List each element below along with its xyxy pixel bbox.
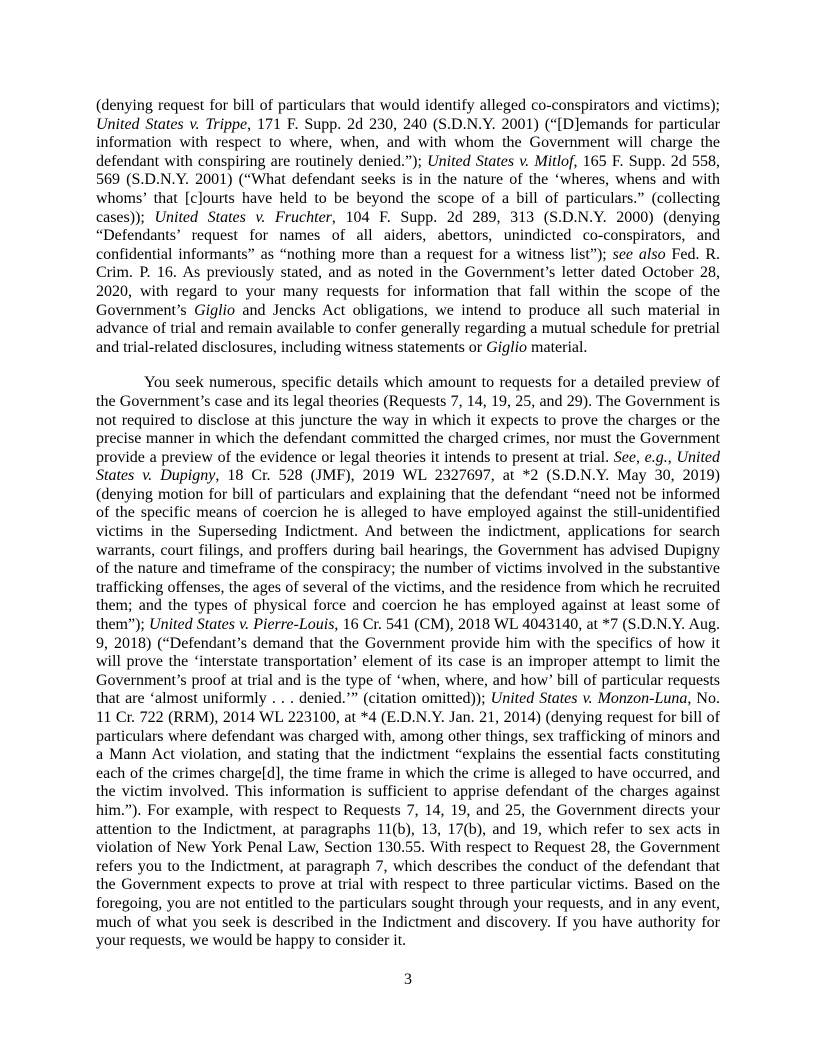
- italic-text-run: see also: [612, 245, 666, 263]
- text-run: ,: [667, 448, 677, 466]
- italic-text-run: United States v. Dupigny: [96, 448, 721, 485]
- page-number: 3: [404, 971, 412, 988]
- italic-text-run: United States v. Fruchter: [154, 208, 332, 226]
- page-footer: [0, 971, 816, 990]
- paragraph: [96, 97, 720, 357]
- text-run: , 104 F. Supp. 2d 289, 313 (S.D.N.Y. 2000) (denying “Defendants’ request for names of all aiders, abettors, unindicted co-conspirators, and confidential informants” as “nothing more than a request for a witness list”);: [96, 208, 721, 263]
- italic-text-run: United States v. Trippe: [96, 115, 248, 133]
- text-run: (denying request for bill of particulars that would identify alleged co-conspirators and victims);: [96, 97, 720, 114]
- italic-text-run: United States v. Mitlof: [427, 152, 574, 170]
- letter-body: [96, 97, 720, 968]
- italic-text-run: United States v. Pierre-Louis: [149, 616, 335, 634]
- text-run: material.: [527, 338, 588, 356]
- text-run: , 16 Cr. 541 (CM), 2018 WL 4043140, at *7 (S.D.N.Y. Aug. 9, 2018) (“Defendant’s demand that the Government provide him with the specifics of how it will prove the ‘interstate transportation’ element of its case is an improper attempt to limit the Government’s proof at trial and is the type of ‘when, where, and how’ bill of particular requests that are ‘almost uniformly . . . denied.’” (citation omitted));: [96, 616, 721, 708]
- text-run: Fed. R. Crim. P. 16. As previously stated, and as noted in the Government’s letter dated October 28, 2020, with regard to your many requests for information that fall within the scope of the Government’s: [96, 245, 721, 319]
- italic-text-run: Giglio: [194, 301, 235, 319]
- text-run: , 171 F. Supp. 2d 230, 240 (S.D.N.Y. 2001) (“[D]emands for particular information with respect to where, when, and with whom the Government will charge the defendant with conspiring are routinely denied.”);: [96, 115, 721, 170]
- text-run: , No. 11 Cr. 722 (RRM), 2014 WL 223100, at *4 (E.D.N.Y. Jan. 21, 2014) (denying request for bill of particulars where defendant was charged with, among other things, sex trafficking of minors and a Mann Act violation, and stating that the indictment “explains the essential facts constituting each of the crimes charge[d], the time frame in which the crime is alleged to have occurred, and the victim involved. This information is sufficient to apprise defendant of the charges against him.”). For example, with respect to Requests 7, 14, 19, and 25, the Government directs your attention to the Indictment, at paragraphs 11(b), 13, 17(b), and 19, which refer to sex acts in violation of New York Penal Law, Section 130.55. With respect to Request 28, the Government refers you to the Indictment, at paragraph 7, which describes the conduct of the defendant that the Government expects to prove at trial with respect to three particular victims. Based on the foregoing, you are not entitled to the particulars sought through your requests, and in any event, much of what you seek is described in the Indictment and discovery. If you have authority for your requests, we would be happy to consider it.: [96, 690, 720, 950]
- text-run: and Jencks Act obligations, we intend to produce all such material in advance of trial and remain available to confer generally regarding a mutual schedule for pretrial and trial-related disclosures, including witness statements or: [96, 301, 720, 356]
- italic-text-run: United States v. Monzon-Luna: [490, 690, 688, 708]
- italic-text-run: See, e.g.: [613, 448, 668, 466]
- italic-text-run: Giglio: [486, 338, 528, 356]
- paragraph: [96, 374, 720, 950]
- text-run: , 18 Cr. 528 (JMF), 2019 WL 2327697, at *2 (S.D.N.Y. May 30, 2019) (denying motion for bill of particulars and explaining that the defendant “need not be informed of the specific means of coercion he is alleged to have employed against the still-unidentified victims in the Superseding Indictment. And between the indictment, applications for search warrants, court filings, and proffers during bail hearings, the Government has advised Dupigny of the nature and timeframe of the conspiracy; the number of victims involved in the substantive trafficking offenses, the ages of several of the victims, and the residence from which he recruited them; and the types of physical force and coercion he has employed against at least some of them”);: [96, 467, 721, 634]
- text-run: , 165 F. Supp. 2d 558, 569 (S.D.N.Y. 2001) (“What defendant seeks is in the nature of the ‘wheres, whens and with whoms’ that [c]ourts have held to be beyond the scope of a bill of particulars.” (collecting cases));: [96, 152, 720, 226]
- text-run: You seek numerous, specific details which amount to requests for a detailed preview of the Government’s case and its legal theories (Requests 7, 14, 19, 25, and 29). The Government is not required to disclose at this juncture the way in which it expects to prove the charges or the precise manner in which the defendant committed the charged crimes, nor must the Government provide a preview of the evidence or legal theories it intends to present at trial.: [96, 374, 720, 466]
